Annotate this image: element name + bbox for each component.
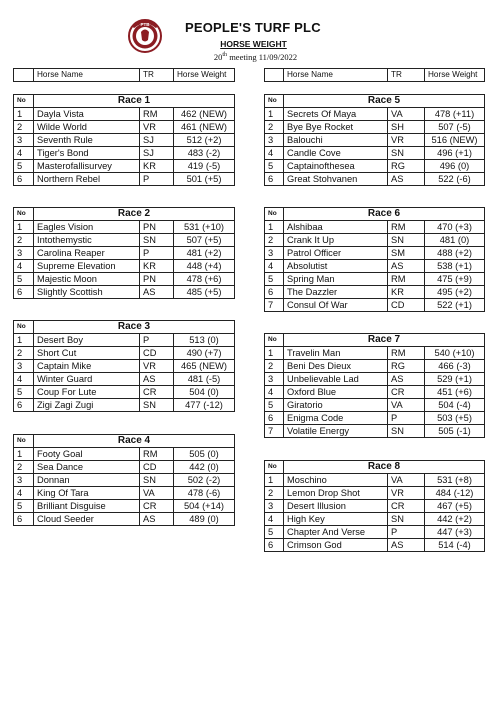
horse-name: Tiger's Bond [34, 147, 140, 160]
table-row [265, 108, 485, 121]
trainer-code: SN [140, 474, 174, 487]
horse-number: 3 [14, 134, 34, 147]
table-row [265, 160, 485, 173]
horse-weight: 513 (0) [174, 334, 235, 347]
horse-weight: 516 (NEW) [425, 134, 485, 147]
trainer-code: RG [388, 160, 425, 173]
table-row [14, 386, 235, 399]
horse-name: The Dazzler [284, 286, 388, 299]
table-row [265, 260, 485, 273]
horse-number: 3 [265, 500, 284, 513]
horse-weight: 505 (-1) [425, 425, 485, 438]
table-row [265, 247, 485, 260]
horse-name: Candle Cove [284, 147, 388, 160]
trainer-code: SH [388, 121, 425, 134]
horse-number: 5 [14, 386, 34, 399]
table-row [265, 360, 485, 373]
horse-number: 5 [14, 160, 34, 173]
horse-number: 3 [14, 247, 34, 260]
horse-name: Travelin Man [284, 347, 388, 360]
table-row [14, 474, 235, 487]
horse-number: 4 [265, 513, 284, 526]
horse-name: Consul Of War [284, 299, 388, 312]
table-row [14, 134, 235, 147]
table-row [265, 474, 485, 487]
horse-weight: 507 (-5) [425, 121, 485, 134]
table-row [265, 134, 485, 147]
horse-name: Spring Man [284, 273, 388, 286]
horse-number: 6 [265, 286, 284, 299]
trainer-code: KR [140, 260, 174, 273]
horse-name: Brilliant Disguise [34, 500, 140, 513]
race-name: Race 8 [284, 461, 485, 474]
trainer-code: VR [140, 360, 174, 373]
horse-weight: 496 (+1) [425, 147, 485, 160]
table-row [265, 299, 485, 312]
horse-name: Alshibaa [284, 221, 388, 234]
horse-weight: 507 (+5) [174, 234, 235, 247]
horse-weight: 478 (-6) [174, 487, 235, 500]
horse-number: 5 [14, 273, 34, 286]
trainer-code: RG [388, 360, 425, 373]
table-row [14, 260, 235, 273]
table-row [14, 108, 235, 121]
horse-name: Coup For Lute [34, 386, 140, 399]
horse-weight: 483 (-2) [174, 147, 235, 160]
trainer-code: P [388, 412, 425, 425]
horse-number: 1 [265, 347, 284, 360]
horse-number: 6 [265, 173, 284, 186]
trainer-code: VR [388, 487, 425, 500]
no-label: No [14, 95, 34, 108]
trainer-code: KR [140, 160, 174, 173]
horse-weight: 448 (+4) [174, 260, 235, 273]
horse-name: Desert Boy [34, 334, 140, 347]
horse-number: 6 [265, 539, 284, 552]
meeting-info: 20th meeting 11/09/2022 [213, 52, 298, 62]
horse-name: Footy Goal [34, 448, 140, 461]
horse-name: Winter Guard [34, 373, 140, 386]
horse-number: 2 [14, 461, 34, 474]
horse-name: Desert Illusion [284, 500, 388, 513]
trainer-code: SN [140, 399, 174, 412]
col-horse-weight: Horse Weight [174, 69, 235, 82]
horse-name: Giratorio [284, 399, 388, 412]
horse-number: 2 [265, 234, 284, 247]
table-row [265, 399, 485, 412]
horse-number: 5 [265, 160, 284, 173]
horse-weight: 529 (+1) [425, 373, 485, 386]
table-row [14, 373, 235, 386]
trainer-code: PN [140, 221, 174, 234]
trainer-code: VA [140, 487, 174, 500]
horse-name: Oxford Blue [284, 386, 388, 399]
horse-weight: 522 (-6) [425, 173, 485, 186]
trainer-code: P [388, 526, 425, 539]
horse-name: Intothemystic [34, 234, 140, 247]
horse-number: 4 [14, 487, 34, 500]
horse-number: 4 [14, 147, 34, 160]
horse-number: 4 [265, 386, 284, 399]
trainer-code: CR [140, 500, 174, 513]
trainer-code: VA [388, 399, 425, 412]
horse-weight: 495 (+2) [425, 286, 485, 299]
trainer-code: AS [388, 373, 425, 386]
horse-weight: 462 (NEW) [174, 108, 235, 121]
trainer-code: CD [388, 299, 425, 312]
race-table [264, 94, 485, 186]
horse-weight: 447 (+3) [425, 526, 485, 539]
trainer-code: SN [388, 234, 425, 247]
trainer-code: VR [388, 134, 425, 147]
race-table [13, 207, 235, 299]
horse-number: 1 [265, 221, 284, 234]
horse-weight: 478 (+11) [425, 108, 485, 121]
horse-number: 7 [265, 299, 284, 312]
horse-weight: 531 (+8) [425, 474, 485, 487]
table-row [14, 247, 235, 260]
horse-name: Patrol Officer [284, 247, 388, 260]
table-row [14, 448, 235, 461]
horse-number: 5 [265, 526, 284, 539]
horse-weight: 512 (+2) [174, 134, 235, 147]
horse-number: 3 [14, 474, 34, 487]
horse-name: Lemon Drop Shot [284, 487, 388, 500]
table-row [265, 513, 485, 526]
trainer-code: RM [140, 108, 174, 121]
horse-number: 5 [265, 273, 284, 286]
trainer-code: P [140, 173, 174, 186]
horse-number: 2 [265, 360, 284, 373]
race-name: Race 1 [34, 95, 235, 108]
horse-weight: 466 (-3) [425, 360, 485, 373]
trainer-code: RM [388, 347, 425, 360]
horse-name: Captain Mike [34, 360, 140, 373]
horse-number: 1 [14, 448, 34, 461]
table-row [265, 347, 485, 360]
race-name: Race 4 [34, 435, 235, 448]
trainer-code: SN [140, 234, 174, 247]
table-row [14, 173, 235, 186]
trainer-code: AS [388, 260, 425, 273]
col-horse-name: Horse Name [34, 69, 140, 82]
no-label: No [265, 95, 284, 108]
horse-name: Cloud Seeder [34, 513, 140, 526]
horse-name: Sea Dance [34, 461, 140, 474]
trainer-code: P [140, 334, 174, 347]
horse-name: Zigi Zagi Zugi [34, 399, 140, 412]
trainer-code: P [140, 247, 174, 260]
horse-weight: 531 (+10) [174, 221, 235, 234]
trainer-code: CR [140, 386, 174, 399]
no-label: No [14, 321, 34, 334]
horse-number: 3 [14, 360, 34, 373]
race-name: Race 7 [284, 334, 485, 347]
table-row [265, 526, 485, 539]
company-title: PEOPLE'S TURF PLC [185, 20, 321, 35]
trainer-code: VA [388, 474, 425, 487]
horse-number: 7 [265, 425, 284, 438]
horse-number: 6 [14, 286, 34, 299]
no-label: No [14, 435, 34, 448]
horse-number: 6 [265, 412, 284, 425]
table-row [14, 273, 235, 286]
horse-number: 4 [265, 147, 284, 160]
horse-number: 3 [265, 373, 284, 386]
horse-number: 2 [265, 121, 284, 134]
horse-weight: 522 (+1) [425, 299, 485, 312]
horse-weight: 496 (0) [425, 160, 485, 173]
race-header-row [265, 95, 485, 108]
no-label: No [265, 461, 284, 474]
horse-name: Chapter And Verse [284, 526, 388, 539]
table-row [265, 412, 485, 425]
horse-name: Carolina Reaper [34, 247, 140, 260]
horse-weight: 478 (+6) [174, 273, 235, 286]
race-header-row [265, 461, 485, 474]
table-row [265, 286, 485, 299]
horse-weight: 477 (-12) [174, 399, 235, 412]
horse-weight: 442 (+2) [425, 513, 485, 526]
horse-name: High Key [284, 513, 388, 526]
trainer-code: SN [388, 513, 425, 526]
horse-name: Wilde World [34, 121, 140, 134]
horse-weight: 503 (+5) [425, 412, 485, 425]
horse-weight: 540 (+10) [425, 347, 485, 360]
horse-weight: 505 (0) [174, 448, 235, 461]
race-table [264, 460, 485, 552]
horse-weight: 481 (-5) [174, 373, 235, 386]
horse-weight: 538 (+1) [425, 260, 485, 273]
race-table [13, 94, 235, 186]
horse-weight: 419 (-5) [174, 160, 235, 173]
horse-number: 1 [14, 108, 34, 121]
table-row [14, 399, 235, 412]
horse-name: Enigma Code [284, 412, 388, 425]
horse-name: Supreme Elevation [34, 260, 140, 273]
horse-number: 1 [14, 334, 34, 347]
trainer-code: SN [388, 425, 425, 438]
horse-name: King Of Tara [34, 487, 140, 500]
trainer-code: SJ [140, 134, 174, 147]
horse-weight: 490 (+7) [174, 347, 235, 360]
horse-number: 6 [14, 173, 34, 186]
no-label: No [265, 208, 284, 221]
race-header-row [14, 208, 235, 221]
horse-name: Absolutist [284, 260, 388, 273]
table-row [265, 147, 485, 160]
col-tr: TR [140, 69, 174, 82]
horse-weight: 481 (0) [425, 234, 485, 247]
table-row [14, 160, 235, 173]
trainer-code: KR [388, 286, 425, 299]
table-row [14, 513, 235, 526]
trainer-code: AS [140, 373, 174, 386]
horse-number: 1 [265, 474, 284, 487]
horse-name: Unbelievable Lad [284, 373, 388, 386]
horse-weight: 467 (+5) [425, 500, 485, 513]
table-row [14, 461, 235, 474]
horse-name: Beni Des Dieux [284, 360, 388, 373]
horse-weight: 451 (+6) [425, 386, 485, 399]
race-name: Race 3 [34, 321, 235, 334]
table-row [14, 121, 235, 134]
trainer-code: AS [388, 539, 425, 552]
table-row [265, 273, 485, 286]
table-row [14, 347, 235, 360]
horse-weight: 442 (0) [174, 461, 235, 474]
horse-weight: 465 (NEW) [174, 360, 235, 373]
trainer-code: CD [140, 461, 174, 474]
trainer-code: AS [140, 286, 174, 299]
table-row [265, 500, 485, 513]
horse-weight: 504 (-4) [425, 399, 485, 412]
horse-number: 1 [14, 221, 34, 234]
trainer-code: AS [140, 513, 174, 526]
race-name: Race 5 [284, 95, 485, 108]
table-row [265, 539, 485, 552]
table-row [14, 334, 235, 347]
table-row [265, 373, 485, 386]
horse-name: Bye Bye Rocket [284, 121, 388, 134]
horse-weight: 485 (+5) [174, 286, 235, 299]
table-row [265, 487, 485, 500]
trainer-code: SN [388, 147, 425, 160]
trainer-code: CR [388, 386, 425, 399]
table-row [14, 221, 235, 234]
trainer-code: CR [388, 500, 425, 513]
table-row [265, 173, 485, 186]
table-row [265, 221, 485, 234]
horse-weight: 475 (+9) [425, 273, 485, 286]
horse-number: 5 [265, 399, 284, 412]
trainer-code: SJ [140, 147, 174, 160]
horse-number: 2 [265, 487, 284, 500]
horse-name: Crimson God [284, 539, 388, 552]
horse-number: 1 [265, 108, 284, 121]
horse-name: Slightly Scottish [34, 286, 140, 299]
race-name: Race 2 [34, 208, 235, 221]
horse-name: Balouchi [284, 134, 388, 147]
svg-text:PTB: PTB [140, 22, 150, 27]
race-header-row [265, 334, 485, 347]
horse-weight: 470 (+3) [425, 221, 485, 234]
horse-weight: 481 (+2) [174, 247, 235, 260]
horse-number: 2 [14, 347, 34, 360]
trainer-code: PN [140, 273, 174, 286]
horse-name: Majestic Moon [34, 273, 140, 286]
horse-weight: 514 (-4) [425, 539, 485, 552]
horse-name: Dayla Vista [34, 108, 140, 121]
horse-weight: 504 (0) [174, 386, 235, 399]
no-label: No [14, 208, 34, 221]
horse-number: 2 [14, 234, 34, 247]
trainer-code: AS [388, 173, 425, 186]
race-table [13, 320, 235, 412]
horse-name: Seventh Rule [34, 134, 140, 147]
horse-weight: 461 (NEW) [174, 121, 235, 134]
horse-name: Great Stohvanen [284, 173, 388, 186]
horse-name: Secrets Of Maya [284, 108, 388, 121]
col-horse-name: Horse Name [284, 69, 388, 82]
race-table [264, 333, 485, 438]
horse-number: 4 [14, 260, 34, 273]
table-row [14, 286, 235, 299]
table-row [265, 121, 485, 134]
horse-name: Crank It Up [284, 234, 388, 247]
horse-number: 2 [14, 121, 34, 134]
trainer-code: VA [388, 108, 425, 121]
trainer-code: RM [388, 273, 425, 286]
table-row [14, 500, 235, 513]
document-subtitle: HORSE WEIGHT [220, 39, 287, 49]
table-row [14, 487, 235, 500]
trainer-code: RM [388, 221, 425, 234]
race-name: Race 6 [284, 208, 485, 221]
horse-weight: 489 (0) [174, 513, 235, 526]
horse-number: 3 [265, 134, 284, 147]
table-row [14, 147, 235, 160]
race-table [13, 434, 235, 526]
race-table [264, 207, 485, 312]
table-row [14, 360, 235, 373]
horse-name: Short Cut [34, 347, 140, 360]
no-label: No [265, 334, 284, 347]
table-row [14, 234, 235, 247]
table-row [265, 425, 485, 438]
horse-number: 4 [14, 373, 34, 386]
horse-weight: 502 (-2) [174, 474, 235, 487]
horse-number: 4 [265, 260, 284, 273]
horse-name: Volatile Energy [284, 425, 388, 438]
horse-number: 3 [265, 247, 284, 260]
horse-weight: 501 (+5) [174, 173, 235, 186]
horse-name: Masterofallisurvey [34, 160, 140, 173]
horse-name: Donnan [34, 474, 140, 487]
horse-number: 5 [14, 500, 34, 513]
col-horse-weight: Horse Weight [425, 69, 485, 82]
race-header-row [14, 95, 235, 108]
horse-name: Moschino [284, 474, 388, 487]
race-header-row [14, 435, 235, 448]
trainer-code: VR [140, 121, 174, 134]
trainer-code: CD [140, 347, 174, 360]
horse-name: Northern Rebel [34, 173, 140, 186]
race-header-row [14, 321, 235, 334]
right-column-header [264, 68, 485, 82]
horse-name: Eagles Vision [34, 221, 140, 234]
horse-number: 6 [14, 399, 34, 412]
horse-weight: 504 (+14) [174, 500, 235, 513]
col-tr: TR [388, 69, 425, 82]
trainer-code: RM [140, 448, 174, 461]
trainer-code: SM [388, 247, 425, 260]
table-row [265, 386, 485, 399]
table-row [265, 234, 485, 247]
horse-name: Captainofthesea [284, 160, 388, 173]
left-column-header [13, 68, 235, 82]
horse-weight: 488 (+2) [425, 247, 485, 260]
document-header [0, 0, 499, 66]
horse-number: 6 [14, 513, 34, 526]
horse-weight: 484 (-12) [425, 487, 485, 500]
race-header-row [265, 208, 485, 221]
